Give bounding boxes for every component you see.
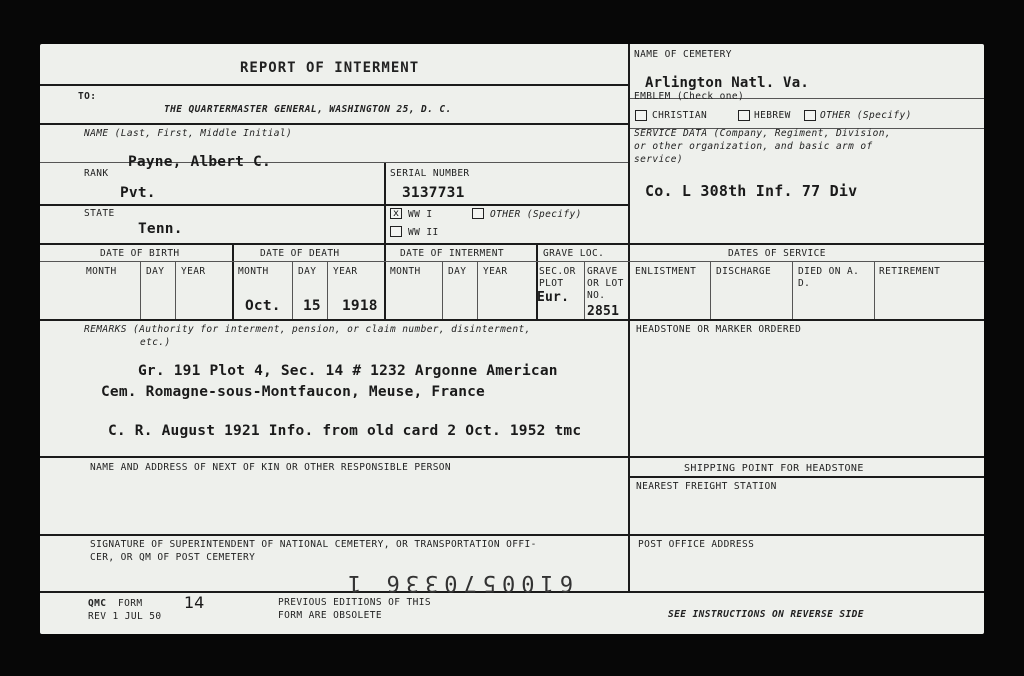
nextofkin-label: NAME AND ADDRESS OF NEXT OF KIN OR OTHER RESPONSIBLE PERSON — [90, 462, 452, 473]
other-war-checkbox[interactable] — [472, 208, 484, 219]
name-value: Payne, Albert C. — [128, 154, 271, 170]
ww2-checkbox[interactable] — [390, 226, 402, 237]
secplot-label-1: SEC.OR — [539, 266, 576, 277]
graveno-label-1: GRAVE — [587, 266, 618, 277]
emblem-christian-checkbox[interactable] — [635, 110, 647, 121]
remarks-line-1: Gr. 191 Plot 4, Sec. 14 # 1232 Argonne American — [138, 363, 558, 379]
rule — [40, 319, 984, 321]
birth-month-label: MONTH — [86, 266, 117, 277]
birth-year-label: YEAR — [181, 266, 206, 277]
interment-year-label: YEAR — [483, 266, 508, 277]
died-label-2: D. — [798, 278, 811, 289]
shipping-label: SHIPPING POINT FOR HEADSTONE — [684, 463, 864, 474]
qmc-label: QMC — [88, 598, 107, 609]
cemetery-value: Arlington Natl. Va. — [645, 75, 809, 91]
rule — [40, 534, 984, 536]
died-label-1: DIED ON A. — [798, 266, 860, 277]
graveno-label-3: NO. — [587, 290, 606, 301]
grave-value: 2851 — [587, 304, 620, 319]
signature-label-2: CER, OR QM OF POST CEMETERY — [90, 552, 256, 563]
rev-label: REV 1 JUL 50 — [88, 611, 162, 622]
service-label-2: or other organization, and basic arm of — [634, 141, 873, 152]
secplot-label-2: PLOT — [539, 278, 564, 289]
to-label: TO: — [78, 91, 97, 102]
rule — [628, 534, 630, 591]
rule — [232, 243, 234, 319]
emblem-label: EMBLEM (Check one) — [634, 91, 745, 102]
cemetery-label: NAME OF CEMETERY — [634, 49, 732, 60]
state-label: STATE — [84, 208, 115, 219]
enlistment-label: ENLISTMENT — [635, 266, 697, 277]
rule — [536, 243, 538, 319]
death-month-label: MONTH — [238, 266, 269, 277]
rank-label: RANK — [84, 168, 109, 179]
remarks-line-3: C. R. August 1921 Info. from old card 2 Oct. 1952 tmc — [108, 423, 582, 439]
name-label: NAME (Last, First, Middle Initial) — [84, 128, 293, 139]
interment-month-label: MONTH — [390, 266, 421, 277]
serial-label: SERIAL NUMBER — [390, 168, 470, 179]
rule — [40, 204, 630, 206]
retirement-label: RETIREMENT — [879, 266, 941, 277]
emblem-other-checkbox[interactable] — [804, 110, 816, 121]
remarks-label-1: REMARKS (Authority for interment, pension, or claim number, disinterment, — [84, 324, 531, 335]
death-year-label: YEAR — [333, 266, 358, 277]
rule — [40, 123, 630, 125]
ww1-checkbox[interactable]: x — [390, 208, 402, 219]
prev-editions-2: FORM ARE OBSOLETE — [278, 610, 383, 621]
headstone-label: HEADSTONE OR MARKER ORDERED — [636, 324, 802, 335]
ww2-label: WW II — [408, 227, 439, 238]
form-title: REPORT OF INTERMENT — [240, 60, 420, 76]
stamped-number: 6100570336 1 — [342, 570, 573, 595]
service-value: Co. L 308th Inf. 77 Div — [645, 182, 858, 200]
service-label-3: service) — [634, 154, 683, 165]
death-header: DATE OF DEATH — [260, 248, 340, 259]
other-war-label: OTHER (Specify) — [490, 209, 582, 220]
remarks-label-2: etc.) — [140, 337, 171, 348]
serial-value: 3137731 — [402, 185, 465, 201]
emblem-other-label: OTHER (Specify) — [820, 110, 912, 121]
rank-value: Pvt. — [120, 185, 156, 201]
emblem-christian-label: CHRISTIAN — [652, 110, 708, 121]
graveno-label-2: OR LOT — [587, 278, 624, 289]
service-label-1: SERVICE DATA (Company, Regiment, Division, — [634, 128, 892, 139]
rule — [630, 476, 984, 478]
death-year-value: 1918 — [342, 298, 378, 314]
rule — [40, 84, 630, 86]
grave-header: GRAVE LOC. — [543, 248, 605, 259]
secplot-value: Eur. — [537, 290, 570, 305]
interment-header: DATE OF INTERMENT — [400, 248, 505, 259]
rule — [40, 456, 984, 458]
death-month-value: Oct. — [245, 298, 281, 314]
signature-label-1: SIGNATURE OF SUPERINTENDENT OF NATIONAL CEMETERY, OR TRANSPORTATION OFFI- — [90, 539, 537, 550]
postoffice-label: POST OFFICE ADDRESS — [638, 539, 755, 550]
dates-service-header: DATES OF SERVICE — [728, 248, 826, 259]
rule — [628, 44, 630, 534]
interment-day-label: DAY — [448, 266, 467, 277]
form-label: FORM — [118, 598, 143, 609]
prev-editions-1: PREVIOUS EDITIONS OF THIS — [278, 597, 431, 608]
birth-day-label: DAY — [146, 266, 165, 277]
interment-card — [40, 44, 984, 634]
emblem-hebrew-checkbox[interactable] — [738, 110, 750, 121]
to-value: THE QUARTERMASTER GENERAL, WASHINGTON 25, D. C. — [164, 104, 452, 115]
instructions-note: SEE INSTRUCTIONS ON REVERSE SIDE — [668, 609, 864, 620]
discharge-label: DISCHARGE — [716, 266, 772, 277]
emblem-hebrew-label: HEBREW — [754, 110, 791, 121]
rule — [384, 162, 386, 319]
death-day-label: DAY — [298, 266, 317, 277]
freight-label: NEAREST FREIGHT STATION — [636, 481, 777, 492]
remarks-line-2: Cem. Romagne-sous-Montfaucon, Meuse, France — [101, 384, 485, 400]
ww1-label: WW I — [408, 209, 433, 220]
rule — [40, 243, 984, 245]
death-day-value: 15 — [303, 298, 321, 314]
state-value: Tenn. — [138, 221, 183, 237]
form-number: 14 — [184, 593, 205, 612]
birth-header: DATE OF BIRTH — [100, 248, 180, 259]
